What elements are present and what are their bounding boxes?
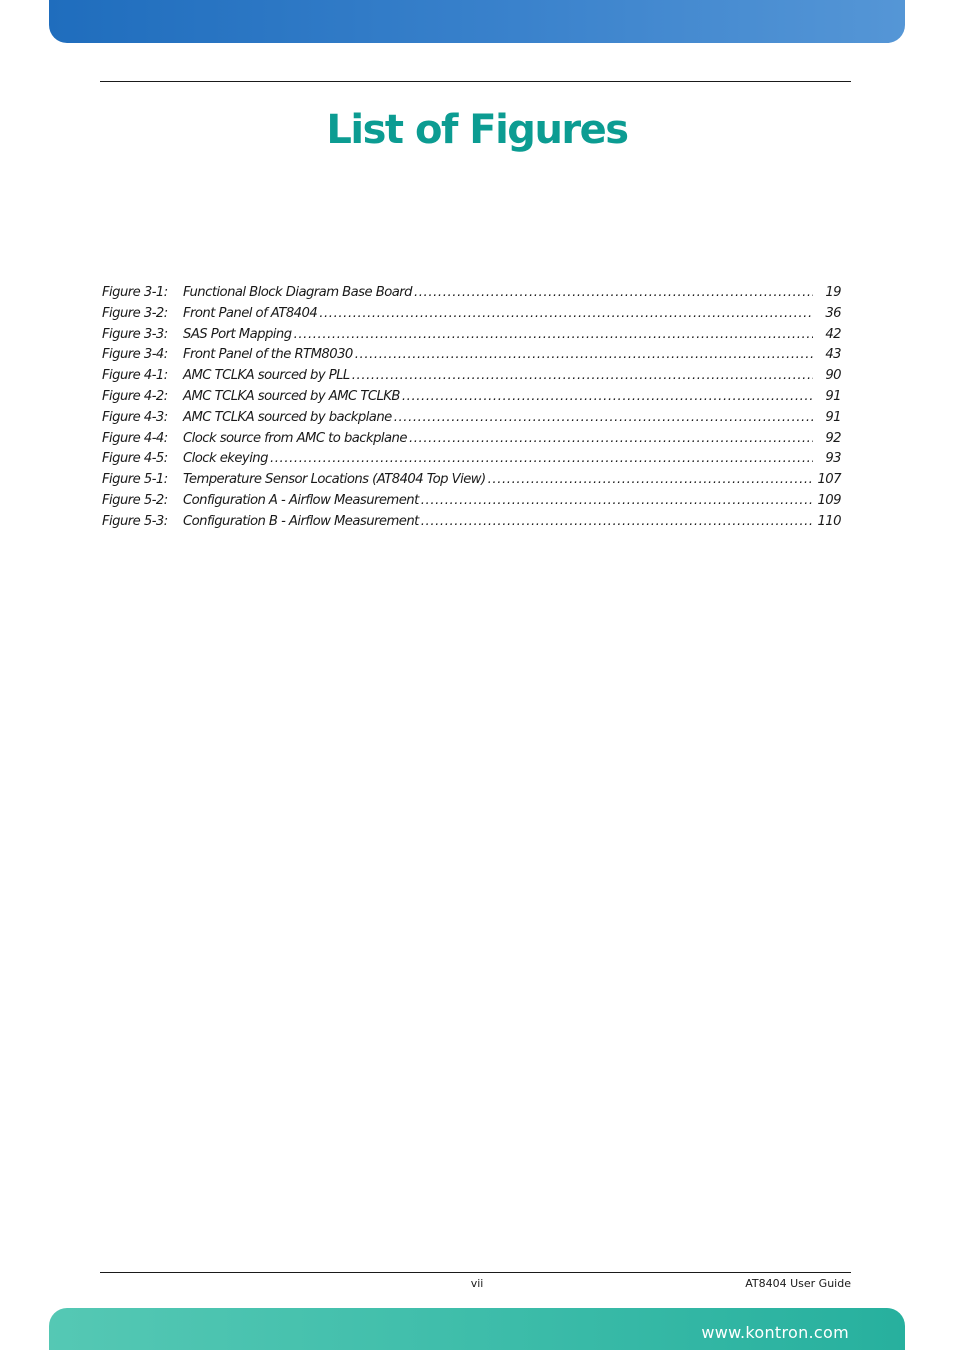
toc-entry[interactable] <box>102 512 841 533</box>
toc-entry[interactable] <box>102 387 841 408</box>
toc-entry-title: Configuration A - Airflow Measurement <box>183 492 419 508</box>
toc-entry-title: Clock source from AMC to backplane <box>183 430 407 446</box>
toc-entry-leader <box>421 491 813 512</box>
toc-entry-leader <box>402 387 813 408</box>
toc-entry-leader <box>421 512 813 533</box>
toc-entry-leader <box>270 449 813 470</box>
toc-entry-number: Figure 3-4: <box>102 347 168 363</box>
toc-entry-title: Clock ekeying <box>183 451 268 467</box>
toc-entry-title: AMC TCLKA sourced by AMC TCLKB <box>183 388 400 404</box>
toc-entry-page: 92 <box>825 430 841 446</box>
toc-entry-number: Figure 5-2: <box>102 492 168 508</box>
toc-entry-leader <box>355 345 813 366</box>
toc-entry-leader <box>409 429 813 450</box>
toc-entry-number: Figure 4-3: <box>102 409 168 425</box>
toc-entry-number: Figure 4-1: <box>102 368 168 384</box>
toc-entry-number: Figure 5-1: <box>102 472 168 488</box>
toc-entry-number: Figure 4-4: <box>102 430 168 446</box>
footer-document-name: AT8404 User Guide <box>745 1277 851 1290</box>
toc-entry[interactable] <box>102 283 841 304</box>
toc-entry[interactable] <box>102 345 841 366</box>
toc-entry-title: Front Panel of the RTM8030 <box>183 347 353 363</box>
toc-entry-number: Figure 4-5: <box>102 451 168 467</box>
toc-entry-title: Front Panel of AT8404 <box>183 305 318 321</box>
toc-entry-page: 91 <box>825 388 841 404</box>
toc-entry-page: 19 <box>825 285 841 300</box>
page-title: List of Figures <box>326 107 628 153</box>
toc-entry-page: 91 <box>825 409 841 425</box>
toc-entry-page: 43 <box>825 347 841 363</box>
toc-entry-title: Configuration B - Airflow Measurement <box>183 513 419 529</box>
toc-entry-title: AMC TCLKA sourced by PLL <box>183 368 350 384</box>
toc-entry-leader <box>319 304 813 325</box>
toc-entry-leader <box>488 470 813 491</box>
header-band <box>49 0 905 43</box>
toc-entry-page: 110 <box>817 513 841 529</box>
list-of-figures <box>102 283 841 533</box>
toc-entry-number: Figure 3-2: <box>102 305 168 321</box>
toc-entry-page: 90 <box>825 368 841 384</box>
toc-entry-title: Temperature Sensor Locations (AT8404 Top View) <box>183 472 486 488</box>
toc-entry[interactable] <box>102 304 841 325</box>
toc-entry[interactable] <box>102 429 841 450</box>
header-rule <box>100 81 851 82</box>
toc-entry[interactable] <box>102 470 841 491</box>
toc-entry-page: 109 <box>817 492 841 508</box>
toc-entry-number: Figure 4-2: <box>102 388 168 404</box>
toc-entry-page: 93 <box>825 451 841 467</box>
toc-entry[interactable] <box>102 325 841 346</box>
toc-entry-page: 42 <box>825 326 841 342</box>
footer-page-number: vii <box>470 1277 484 1290</box>
toc-entry-number: Figure 5-3: <box>102 513 168 529</box>
toc-entry-leader <box>394 408 813 429</box>
footer-rule <box>100 1272 851 1273</box>
toc-entry-title: AMC TCLKA sourced by backplane <box>183 409 392 425</box>
toc-entry-leader <box>294 325 813 346</box>
toc-entry-number: Figure 3-3: <box>102 326 168 342</box>
toc-entry-page: 107 <box>817 472 841 488</box>
toc-entry[interactable] <box>102 491 841 512</box>
toc-entry-leader <box>352 366 813 387</box>
footer-url-link[interactable]: www.kontron.com <box>701 1323 849 1342</box>
toc-entry-title: SAS Port Mapping <box>183 326 292 342</box>
toc-entry[interactable] <box>102 449 841 470</box>
toc-entry-page: 36 <box>825 305 841 321</box>
toc-entry-title: Functional Block Diagram Base Board <box>183 285 412 300</box>
toc-entry-number: Figure 3-1: <box>102 285 168 300</box>
toc-entry[interactable] <box>102 366 841 387</box>
toc-entry[interactable] <box>102 408 841 429</box>
toc-entry-leader <box>414 283 813 304</box>
